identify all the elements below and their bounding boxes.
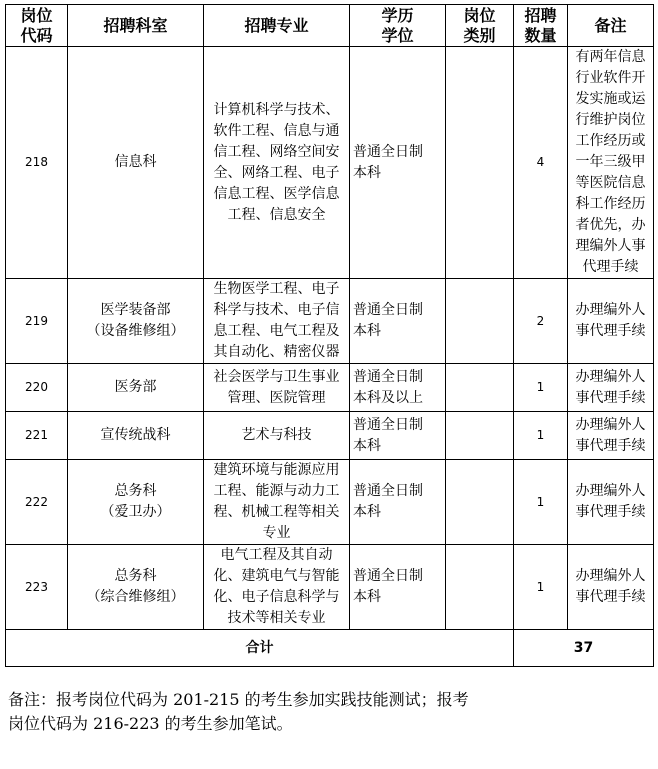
education: 普通全日制 本科 bbox=[350, 47, 446, 279]
position-category bbox=[446, 364, 514, 412]
header-row bbox=[6, 5, 654, 47]
recruitment-table bbox=[5, 4, 654, 667]
table-row bbox=[6, 460, 654, 545]
majors: 社会医学与卫生事业 管理、医院管理 bbox=[204, 364, 350, 412]
recruit-count: 1 bbox=[514, 460, 568, 545]
education: 普通全日制 本科 bbox=[350, 545, 446, 630]
header-major: 招聘专业 bbox=[204, 5, 350, 47]
department: 总务科 （爱卫办） bbox=[68, 460, 204, 545]
department: 医务部 bbox=[68, 364, 204, 412]
majors: 生物医学工程、电子 科学与技术、电子信 息工程、电气工程及 其自动化、精密仪器 bbox=[204, 279, 350, 364]
recruit-count: 1 bbox=[514, 545, 568, 630]
total-label: 合计 bbox=[6, 630, 514, 667]
department: 宣传统战科 bbox=[68, 412, 204, 460]
footnote-line: 备注：报考岗位代码为 201-215 的考生参加实践技能测试；报考 bbox=[8, 690, 469, 709]
header-code: 岗位 代码 bbox=[6, 5, 68, 47]
education: 普通全日制 本科 bbox=[350, 460, 446, 545]
table-row bbox=[6, 364, 654, 412]
position-code: 223 bbox=[6, 545, 68, 630]
majors: 计算机科学与技术、 软件工程、信息与通 信工程、网络空间安 全、网络工程、电子 信息工程、医学信息 工程、信息安全 bbox=[204, 47, 350, 279]
remarks: 办理编外人 事代理手续 bbox=[568, 460, 654, 545]
education: 普通全日制 本科 bbox=[350, 279, 446, 364]
remarks: 办理编外人 事代理手续 bbox=[568, 545, 654, 630]
remarks: 有两年信息 行业软件开 发实施或运 行维护岗位 工作经历或 一年三级甲 等医院信息 科工作经历 者优先，办 理编外人事 代理手续 bbox=[568, 47, 654, 279]
position-category bbox=[446, 47, 514, 279]
remarks: 办理编外人 事代理手续 bbox=[568, 412, 654, 460]
position-code: 222 bbox=[6, 460, 68, 545]
remarks: 办理编外人 事代理手续 bbox=[568, 364, 654, 412]
majors: 电气工程及其自动 化、建筑电气与智能 化、电子信息科学与 技术等相关专业 bbox=[204, 545, 350, 630]
total-value: 37 bbox=[514, 630, 654, 667]
table-row bbox=[6, 47, 654, 279]
remarks: 办理编外人 事代理手续 bbox=[568, 279, 654, 364]
position-code: 221 bbox=[6, 412, 68, 460]
position-category bbox=[446, 545, 514, 630]
position-code: 219 bbox=[6, 279, 68, 364]
header-count: 招聘 数量 bbox=[514, 5, 568, 47]
table-row bbox=[6, 545, 654, 630]
department: 医学装备部 （设备维修组） bbox=[68, 279, 204, 364]
header-dept: 招聘科室 bbox=[68, 5, 204, 47]
recruit-count: 1 bbox=[514, 412, 568, 460]
position-category bbox=[446, 460, 514, 545]
education: 普通全日制 本科 bbox=[350, 412, 446, 460]
position-category bbox=[446, 279, 514, 364]
footnote-line: 岗位代码为 216-223 的考生参加笔试。 bbox=[8, 714, 293, 733]
position-code: 218 bbox=[6, 47, 68, 279]
education: 普通全日制 本科及以上 bbox=[350, 364, 446, 412]
recruit-count: 2 bbox=[514, 279, 568, 364]
department: 信息科 bbox=[68, 47, 204, 279]
majors: 建筑环境与能源应用 工程、能源与动力工 程、机械工程等相关 专业 bbox=[204, 460, 350, 545]
recruit-count: 1 bbox=[514, 364, 568, 412]
position-category bbox=[446, 412, 514, 460]
footnote bbox=[8, 688, 648, 736]
header-category: 岗位 类别 bbox=[446, 5, 514, 47]
recruit-count: 4 bbox=[514, 47, 568, 279]
department: 总务科 （综合维修组） bbox=[68, 545, 204, 630]
table-row bbox=[6, 412, 654, 460]
header-note: 备注 bbox=[568, 5, 654, 47]
header-edu: 学历 学位 bbox=[350, 5, 446, 47]
majors: 艺术与科技 bbox=[204, 412, 350, 460]
total-row bbox=[6, 630, 654, 667]
position-code: 220 bbox=[6, 364, 68, 412]
table-row bbox=[6, 279, 654, 364]
